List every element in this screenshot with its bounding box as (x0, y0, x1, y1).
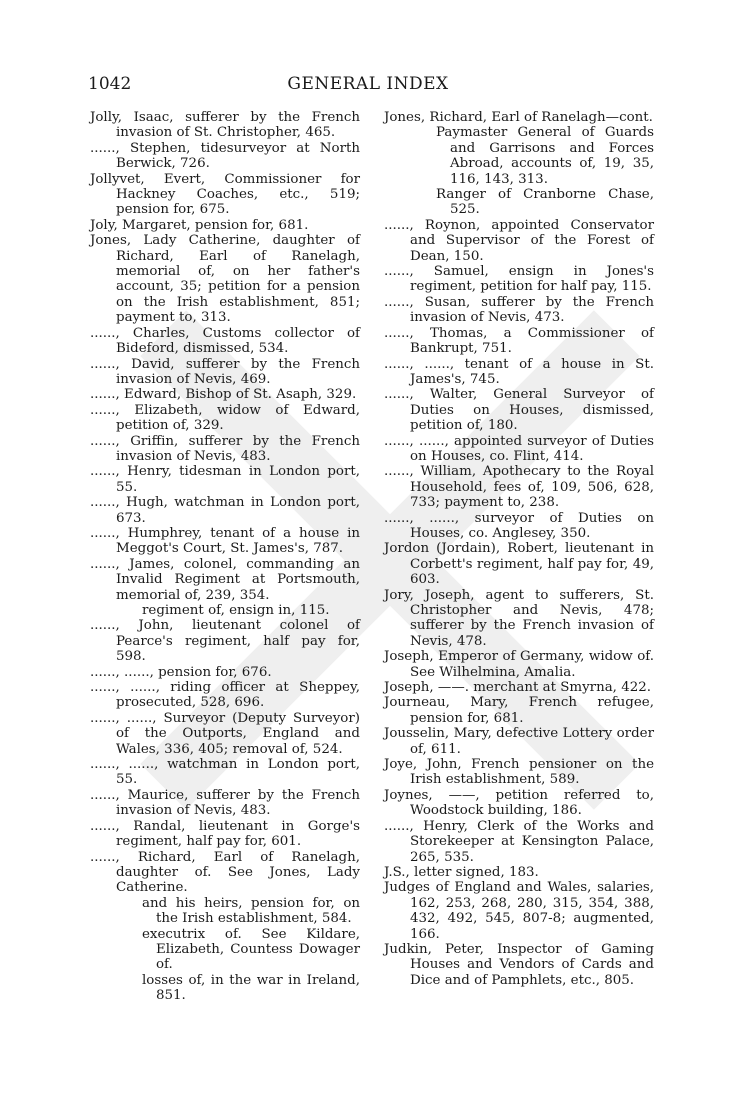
index-entry: ......, Thomas, a Commissioner of Bankrupt, 751. (384, 325, 654, 357)
index-subentry: executrix of. See Kildare, Elizabeth, Countess Dowager of. (142, 926, 360, 973)
index-entry: Joly, Margaret, pension for, 681. (90, 217, 309, 233)
index-entry: ......, Richard, Earl of Ranelagh, daughter of. See Jones, Lady Catherine. (90, 849, 360, 896)
index-entry: ......, Henry, tidesman in London port, 55. (90, 464, 360, 495)
index-entry: ......, David, sufferer by the French invasion of Nevis, 469. (90, 356, 360, 387)
index-entry: ......, William, Apothecary to the Royal Household, fees of, 109, 506, 628, 733; payment to, 238. (384, 464, 654, 511)
index-entry: ......, ......, watchman in London port, 55. (90, 757, 360, 788)
index-entry: ......, ......, appointed surveyor of Duties on Houses, co. Flint, 414. (384, 433, 654, 464)
index-subentry: Ranger of Cranborne Chase, 525. (436, 187, 654, 218)
index-entry: Jollyvet, Evert, Commissioner for Hackney Coaches, etc., 519; pension for, 675. (90, 171, 360, 218)
index-entry: ......, ......, pension for, 676. (90, 664, 272, 680)
index-entry: ......, ......, Surveyor (Deputy Surveyor) of the Outports, England and Wales, 336, 405; removal of, 524. (90, 710, 360, 757)
page-number: 1042 (88, 74, 132, 94)
index-entry: Jordon (Jordain), Robert, lieutenant in Corbett's regiment, half pay for, 49, 603. (384, 541, 654, 588)
index-entry: ......, ......, tenant of a house in St. James's, 745. (384, 356, 654, 387)
index-subentry: regiment of, ensign in, 115. (142, 603, 330, 618)
index-entry: J.S., letter signed, 183. (384, 864, 539, 880)
index-entry: Jones, Richard, Earl of Ranelagh—cont. (384, 110, 653, 125)
index-entry: ......, Griffin, sufferer by the French invasion of Nevis, 483. (90, 433, 360, 464)
index-entry: Joynes, ——, petition referred to, Woodstock building, 186. (384, 787, 654, 819)
index-entry: ......, John, lieutenant colonel of Pearce's regiment, half pay for, 598. (90, 618, 360, 665)
page-header (88, 74, 648, 98)
index-entry: ......, Charles, Customs collector of Bideford, dismissed, 534. (90, 325, 360, 357)
index-subentry: and his heirs, pension for, on the Irish establishment, 584. (142, 895, 360, 927)
index-entry: Jousselin, Mary, defective Lottery order of, 611. (384, 726, 654, 757)
index-entry: ......, Maurice, sufferer by the French invasion of Nevis, 483. (90, 787, 360, 819)
index-entry: ......, James, colonel, commanding an Invalid Regiment at Portsmouth, memorial of, 239, 354. (90, 556, 360, 603)
index-entry: Jolly, Isaac, sufferer by the French invasion of St. Christopher, 465. (90, 110, 360, 141)
index-entry: ......, Samuel, ensign in Jones's regiment, petition for half pay, 115. (384, 264, 654, 295)
index-entry: ......, Humphrey, tenant of a house in Meggot's Court, St. James's, 787. (90, 525, 360, 557)
index-entry: Joseph, ——. merchant at Smyrna, 422. (384, 680, 652, 696)
index-entry: ......, Roynon, appointed Conservator and Supervisor of the Forest of Dean, 150. (384, 217, 654, 264)
page-title: GENERAL INDEX (287, 74, 449, 94)
index-entry: Jory, Joseph, agent to sufferers, St. Christopher and Nevis, 478; sufferer by the French invasion of Nevis, 478. (384, 587, 654, 649)
index-entry: ......, Edward, Bishop of St. Asaph, 329. (90, 387, 357, 403)
index-subentry: Paymaster General of Guards and Garrisons and Forces Abroad, accounts of, 19, 35, 116, 143, 313. (436, 125, 654, 187)
right-column (384, 110, 654, 988)
index-entry: ......, Hugh, watchman in London port, 673. (90, 495, 360, 526)
index-subentry: losses of, in the war in Ireland, 851. (142, 972, 360, 1004)
index-entry: ......, Walter, General Surveyor of Duties on Houses, dismissed, petition of, 180. (384, 387, 654, 434)
index-entry: Journeau, Mary, French refugee, pension for, 681. (384, 695, 654, 726)
index-entry: Judges of England and Wales, salaries, 162, 253, 268, 280, 315, 354, 388, 432, 492, 545, 807-8; augmented, 166. (384, 880, 654, 942)
index-entry: Jones, Lady Catherine, daughter of Richard, Earl of Ranelagh, memorial of, on her father's account, 35; petition for a pension on the Irish establishment, 851; payment to, 313. (90, 233, 360, 326)
index-entry: ......, Henry, Clerk of the Works and Storekeeper at Kensington Palace, 265, 535. (384, 818, 654, 865)
index-entry: ......, Susan, sufferer by the French invasion of Nevis, 473. (384, 294, 654, 326)
index-entry: ......, Stephen, tidesurveyor at North Berwick, 726. (90, 140, 360, 172)
index-entry: ......, Elizabeth, widow of Edward, petition of, 329. (90, 402, 360, 434)
index-entry: ......, Randal, lieutenant in Gorge's regiment, half pay for, 601. (90, 818, 360, 850)
index-entry: Joseph, Emperor of Germany, widow of. See Wilhelmina, Amalia. (384, 649, 654, 680)
index-entry: ......, ......, riding officer at Sheppey, prosecuted, 528, 696. (90, 680, 360, 711)
index-entry: Judkin, Peter, Inspector of Gaming Houses and Vendors of Cards and Dice and of Pamphlets, etc., 805. (384, 941, 654, 988)
left-column (90, 110, 360, 1004)
index-entry: ......, ......, surveyor of Duties on Houses, co. Anglesey, 350. (384, 510, 654, 541)
index-entry: Joye, John, French pensioner on the Irish establishment, 589. (384, 757, 654, 788)
